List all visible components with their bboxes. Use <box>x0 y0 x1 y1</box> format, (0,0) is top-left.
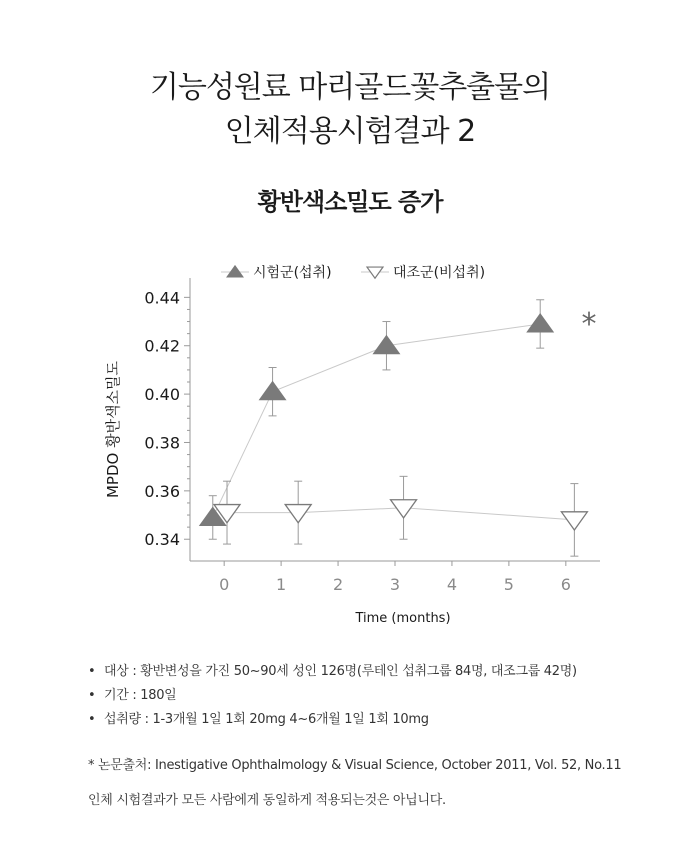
x-tick-label: 2 <box>332 575 344 594</box>
x-tick-label: 5 <box>503 575 514 594</box>
page-title <box>0 66 700 154</box>
x-tick-label: 0 <box>219 575 230 594</box>
data-point-marker <box>260 382 286 400</box>
x-tick-label: 1 <box>276 575 287 594</box>
x-tick-label: 3 <box>389 575 401 594</box>
y-tick-label: 0.44 <box>144 288 180 308</box>
y-tick-label: 0.40 <box>144 385 180 405</box>
y-tick-label: 0.38 <box>144 433 180 453</box>
chart-subtitle: 황반색소밀도 증가 <box>257 188 443 216</box>
legend-label: 대조군(비섭취) <box>393 265 486 281</box>
disclaimer-text: 인체 시험결과가 모든 사람에게 동일하게 적용되는것은 아닙니다. <box>88 793 446 808</box>
data-point-marker <box>561 512 587 530</box>
note-duration: • 기간 : 180일 <box>88 684 577 708</box>
note-subjects: • 대상 : 황반변성을 가진 50~90세 성인 126명(루테인 섭취그룹 84명, 대조그룹 42명) <box>88 660 577 684</box>
x-axis-label: Time (months) <box>355 611 451 626</box>
y-tick-label: 0.42 <box>144 336 180 356</box>
data-point-marker <box>285 505 311 523</box>
title-line-2: 인체적용시험결과 2 <box>224 114 476 149</box>
y-axis-label: MPDO 황반색소밀도 <box>104 360 122 499</box>
x-tick-label: 4 <box>446 575 458 594</box>
significance-asterisk: * <box>581 307 597 342</box>
study-notes <box>88 660 577 732</box>
y-tick-label: 0.34 <box>144 530 180 550</box>
legend-marker-open-triangle <box>367 267 383 278</box>
source-citation: * 논문출처: Inestigative Ophthalmology & Visual Science, October 2011, Vol. 52, No.11 <box>88 758 622 773</box>
mpod-line-chart <box>0 250 700 630</box>
title-line-1: 기능성원료 마리골드꽃추출물의 <box>149 70 551 105</box>
legend-marker-filled-triangle <box>227 266 243 277</box>
chart-series <box>200 300 588 556</box>
y-tick-label: 0.36 <box>144 481 180 501</box>
x-tick-label: 6 <box>560 575 571 594</box>
note-dosage: • 섭취량 : 1-3개월 1일 1회 20mg 4~6개월 1일 1회 10mg <box>88 708 577 732</box>
data-point-marker <box>527 314 553 332</box>
chart-legend <box>221 264 485 281</box>
series-control-group <box>214 476 587 556</box>
legend-label: 시험군(섭취) <box>253 265 332 281</box>
chart-axes <box>104 278 600 626</box>
series-test-group <box>200 300 553 539</box>
